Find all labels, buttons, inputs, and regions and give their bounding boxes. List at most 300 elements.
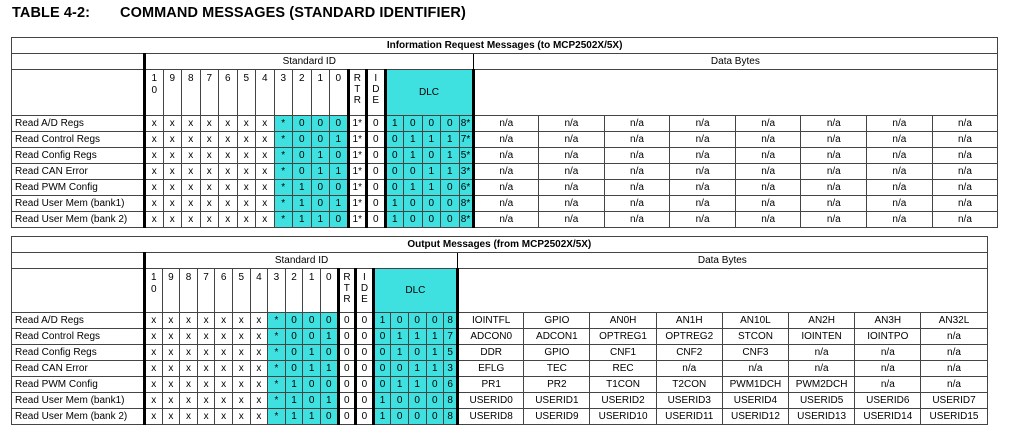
dlc-bit-cell: 0 <box>391 313 409 329</box>
data-byte-cell: n/a <box>656 361 722 377</box>
data-byte-cell: n/a <box>735 116 801 132</box>
data-byte-cell: n/a <box>932 164 998 180</box>
data-byte-cell: n/a <box>670 148 736 164</box>
id-bit-cell: * <box>274 212 293 228</box>
data-byte-cell: USERID9 <box>524 409 590 425</box>
dlc-value-cell: 3 <box>444 361 458 377</box>
data-byte-cell: GPIO <box>524 313 590 329</box>
data-byte-cell: n/a <box>539 148 605 164</box>
id-bit-cell: 0 <box>311 132 330 148</box>
data-byte-cell: n/a <box>735 180 801 196</box>
id-bit-cell: 1 <box>303 409 321 425</box>
id-bit-cell: x <box>145 148 164 164</box>
id-bit-cell: x <box>182 196 201 212</box>
rtr-cell: 0 <box>338 393 356 409</box>
id-bit-cell: x <box>215 409 233 425</box>
data-byte-cell: n/a <box>604 212 670 228</box>
rtr-cell: 0 <box>338 329 356 345</box>
data-byte-cell: USERID1 <box>524 393 590 409</box>
id-bit-cell: x <box>250 409 268 425</box>
data-byte-cell: n/a <box>921 345 987 361</box>
data-byte-cell: n/a <box>735 132 801 148</box>
id-bit-cell: x <box>163 132 182 148</box>
data-byte-cell: n/a <box>722 361 788 377</box>
id-bit-cell: 1 <box>330 164 349 180</box>
id-bit-cell: 0 <box>303 313 321 329</box>
data-byte-cell: USERID3 <box>656 393 722 409</box>
id-bit-cell: 0 <box>293 164 312 180</box>
data-byte-cell: CNF1 <box>590 345 656 361</box>
data-byte-cell: AN0H <box>590 313 656 329</box>
id-bit-cell: x <box>197 313 215 329</box>
command-name: Read User Mem (bank 2) <box>12 409 145 425</box>
id-bit-cell: x <box>250 393 268 409</box>
id-bit-cell: 1 <box>311 148 330 164</box>
dlc-bit-cell: 0 <box>385 180 404 196</box>
data-byte-cell: OPTREG2 <box>656 329 722 345</box>
data-byte-cell: n/a <box>932 132 998 148</box>
dlc-bit-cell: 0 <box>385 164 404 180</box>
data-byte-cell: n/a <box>867 180 933 196</box>
id-bit-cell: 0 <box>330 180 349 196</box>
bit-header: 1 <box>303 269 321 313</box>
command-name: Read Config Regs <box>12 148 145 164</box>
data-byte-cell: n/a <box>604 132 670 148</box>
id-bit-cell: x <box>219 132 238 148</box>
data-byte-cell: n/a <box>867 132 933 148</box>
dlc-value-cell: 6* <box>459 180 473 196</box>
id-bit-cell: x <box>145 180 164 196</box>
dlc-bit-cell: 0 <box>373 361 391 377</box>
dlc-value-cell: 8* <box>459 212 473 228</box>
data-byte-cell: n/a <box>539 196 605 212</box>
dlc-value-cell: 8* <box>459 196 473 212</box>
data-byte-cell: PWM1DCH <box>722 377 788 393</box>
data-byte-cell: EFLG <box>458 361 524 377</box>
rtr-cell: 1* <box>348 180 367 196</box>
data-byte-cell: n/a <box>735 148 801 164</box>
bit-header: 4 <box>256 70 275 116</box>
table-row <box>12 180 998 196</box>
id-bit-cell: x <box>163 212 182 228</box>
data-byte-cell: n/a <box>473 164 539 180</box>
id-bit-cell: x <box>145 132 164 148</box>
id-bit-cell: x <box>162 361 180 377</box>
data-byte-cell: REC <box>590 361 656 377</box>
dlc-value-cell: 5* <box>459 148 473 164</box>
id-bit-cell: 0 <box>320 345 338 361</box>
id-bit-cell: x <box>232 361 250 377</box>
rtr-cell: 0 <box>338 345 356 361</box>
rtr-cell: 0 <box>338 313 356 329</box>
data-byte-cell: n/a <box>801 164 867 180</box>
dlc-value-cell: 8* <box>459 116 473 132</box>
dlc-bit-cell: 0 <box>408 409 426 425</box>
data-byte-cell: T1CON <box>590 377 656 393</box>
data-byte-cell: n/a <box>539 180 605 196</box>
id-bit-cell: x <box>182 132 201 148</box>
id-bit-cell: 0 <box>293 116 312 132</box>
bit-header: 1 0 <box>145 269 163 313</box>
bit-header: 2 <box>293 70 312 116</box>
data-byte-cell: n/a <box>932 116 998 132</box>
id-bit-cell: x <box>180 361 198 377</box>
data-byte-cell: n/a <box>855 377 921 393</box>
id-bit-cell: 0 <box>303 377 321 393</box>
dlc-bit-cell: 0 <box>426 393 444 409</box>
id-bit-cell: x <box>197 329 215 345</box>
id-bit-cell: x <box>219 164 238 180</box>
ide-cell: 0 <box>367 132 386 148</box>
dlc-bit-cell: 1 <box>422 164 441 180</box>
id-bit-cell: 1 <box>285 377 303 393</box>
id-bit-cell: x <box>197 409 215 425</box>
dlc-bit-cell: 0 <box>404 212 423 228</box>
dlc-bit-cell: 0 <box>408 313 426 329</box>
id-bit-cell: x <box>197 361 215 377</box>
bit-header: 4 <box>250 269 268 313</box>
id-bit-cell: 1 <box>320 329 338 345</box>
id-bit-cell: x <box>237 148 256 164</box>
rtr-cell: 1* <box>348 116 367 132</box>
data-byte-cell: n/a <box>735 212 801 228</box>
table-row <box>12 148 998 164</box>
data-byte-cell: USERID6 <box>855 393 921 409</box>
data-byte-cell: n/a <box>473 180 539 196</box>
data-byte-cell: ADCON0 <box>458 329 524 345</box>
id-bit-cell: x <box>180 377 198 393</box>
data-byte-cell: n/a <box>539 116 605 132</box>
bit-header: 1 0 <box>145 70 164 116</box>
command-name: Read CAN Error <box>12 361 145 377</box>
id-bit-cell: x <box>250 361 268 377</box>
ide-cell: 0 <box>356 393 374 409</box>
data-byte-cell: USERID8 <box>458 409 524 425</box>
dlc-bit-cell: 0 <box>391 393 409 409</box>
id-bit-cell: x <box>232 329 250 345</box>
table-row <box>12 196 998 212</box>
id-bit-cell: x <box>182 180 201 196</box>
id-bit-cell: 1 <box>320 361 338 377</box>
data-byte-cell: USERID14 <box>855 409 921 425</box>
data-byte-cell: n/a <box>867 212 933 228</box>
dlc-bit-cell: 0 <box>404 196 423 212</box>
data-byte-cell: USERID0 <box>458 393 524 409</box>
table-row <box>12 409 988 425</box>
dlc-bit-cell: 0 <box>422 196 441 212</box>
command-name: Read User Mem (bank1) <box>12 196 145 212</box>
data-byte-cell: USERID10 <box>590 409 656 425</box>
id-bit-cell: * <box>268 329 286 345</box>
id-bit-cell: x <box>237 132 256 148</box>
table-row <box>12 212 998 228</box>
data-byte-cell: n/a <box>867 148 933 164</box>
standard-id-header: Standard ID <box>145 54 474 70</box>
id-bit-cell: x <box>200 196 219 212</box>
id-bit-cell: x <box>232 313 250 329</box>
id-bit-cell: x <box>256 132 275 148</box>
id-bit-cell: x <box>215 313 233 329</box>
data-byte-cell: n/a <box>539 132 605 148</box>
id-bit-cell: x <box>219 180 238 196</box>
id-bit-cell: 0 <box>303 393 321 409</box>
dlc-bit-cell: 1 <box>404 148 423 164</box>
id-bit-cell: * <box>268 313 286 329</box>
id-bit-cell: x <box>162 345 180 361</box>
data-byte-cell: STCON <box>722 329 788 345</box>
id-bit-cell: 0 <box>303 329 321 345</box>
data-byte-cell: n/a <box>604 180 670 196</box>
id-bit-cell: x <box>200 132 219 148</box>
id-bit-cell: x <box>250 313 268 329</box>
rtr-cell: 1* <box>348 212 367 228</box>
data-byte-cell: n/a <box>801 196 867 212</box>
id-bit-cell: x <box>182 212 201 228</box>
data-byte-cell: IOINTFL <box>458 313 524 329</box>
data-byte-cell: n/a <box>473 196 539 212</box>
id-bit-cell: 0 <box>293 132 312 148</box>
dlc-bit-cell: 1 <box>422 180 441 196</box>
bit-header: 9 <box>162 269 180 313</box>
id-bit-cell: x <box>200 116 219 132</box>
dlc-bit-cell: 1 <box>391 377 409 393</box>
dlc-bit-cell: 1 <box>422 132 441 148</box>
data-byte-cell: CNF2 <box>656 345 722 361</box>
ide-header: I D E <box>367 70 386 116</box>
rtr-cell: 0 <box>338 377 356 393</box>
ide-cell: 0 <box>367 212 386 228</box>
dlc-bit-cell: 1 <box>404 132 423 148</box>
id-bit-cell: x <box>180 345 198 361</box>
id-bit-cell: x <box>182 148 201 164</box>
ide-cell: 0 <box>367 164 386 180</box>
ide-cell: 0 <box>367 148 386 164</box>
data-byte-cell: USERID2 <box>590 393 656 409</box>
id-bit-cell: x <box>256 180 275 196</box>
data-bytes-blank <box>458 269 988 313</box>
bit-header: 3 <box>268 269 286 313</box>
id-bit-cell: 1 <box>285 409 303 425</box>
data-byte-cell: OPTREG1 <box>590 329 656 345</box>
dlc-bit-cell: 0 <box>391 361 409 377</box>
id-bit-cell: x <box>232 377 250 393</box>
data-byte-cell: AN1H <box>656 313 722 329</box>
dlc-bit-cell: 1 <box>408 361 426 377</box>
data-byte-cell: USERID15 <box>921 409 987 425</box>
table-row <box>12 345 988 361</box>
blank-header <box>12 70 145 116</box>
id-bit-cell: 1 <box>303 361 321 377</box>
id-bit-cell: x <box>256 116 275 132</box>
data-byte-cell: AN3H <box>855 313 921 329</box>
id-bit-cell: x <box>200 180 219 196</box>
dlc-bit-cell: 0 <box>422 148 441 164</box>
id-bit-cell: x <box>256 196 275 212</box>
data-byte-cell: CNF3 <box>722 345 788 361</box>
id-bit-cell: x <box>180 409 198 425</box>
id-bit-cell: x <box>163 164 182 180</box>
id-bit-cell: * <box>268 409 286 425</box>
data-byte-cell: n/a <box>670 196 736 212</box>
id-bit-cell: x <box>237 116 256 132</box>
table-row <box>12 313 988 329</box>
data-byte-cell: n/a <box>604 116 670 132</box>
dlc-bit-cell: 0 <box>408 345 426 361</box>
rtr-cell: 0 <box>338 361 356 377</box>
id-bit-cell: * <box>268 377 286 393</box>
id-bit-cell: 1 <box>330 132 349 148</box>
rtr-cell: 1* <box>348 132 367 148</box>
dlc-bit-cell: 0 <box>426 377 444 393</box>
id-bit-cell: 0 <box>293 148 312 164</box>
dlc-value-cell: 8 <box>444 393 458 409</box>
id-bit-cell: x <box>200 164 219 180</box>
dlc-header: DLC <box>385 70 473 116</box>
id-bit-cell: 0 <box>330 148 349 164</box>
id-bit-cell: x <box>250 329 268 345</box>
dlc-bit-cell: 0 <box>422 212 441 228</box>
id-bit-cell: x <box>162 377 180 393</box>
data-byte-cell: n/a <box>735 196 801 212</box>
data-byte-cell: n/a <box>801 212 867 228</box>
id-bit-cell: x <box>232 393 250 409</box>
table-row <box>12 116 998 132</box>
bit-header: 8 <box>180 269 198 313</box>
dlc-value-cell: 6 <box>444 377 458 393</box>
data-byte-cell: USERID5 <box>789 393 855 409</box>
id-bit-cell: x <box>145 212 164 228</box>
id-bit-cell: x <box>163 180 182 196</box>
id-bit-cell: * <box>274 132 293 148</box>
id-bit-cell: 1 <box>285 393 303 409</box>
id-bit-cell: 0 <box>320 313 338 329</box>
dlc-bit-cell: 0 <box>441 180 460 196</box>
id-bit-cell: x <box>162 313 180 329</box>
blank-corner <box>12 54 145 70</box>
bit-header: 1 <box>311 70 330 116</box>
id-bit-cell: 0 <box>320 377 338 393</box>
dlc-bit-cell: 1 <box>391 329 409 345</box>
id-bit-cell: 0 <box>285 313 303 329</box>
id-bit-cell: x <box>256 148 275 164</box>
id-bit-cell: x <box>237 212 256 228</box>
data-byte-cell: GPIO <box>524 345 590 361</box>
id-bit-cell: x <box>197 377 215 393</box>
data-byte-cell: USERID12 <box>722 409 788 425</box>
dlc-bit-cell: 0 <box>385 148 404 164</box>
ide-cell: 0 <box>356 345 374 361</box>
id-bit-cell: x <box>200 148 219 164</box>
table-row <box>12 361 988 377</box>
bit-header: 2 <box>285 269 303 313</box>
data-byte-cell: n/a <box>801 116 867 132</box>
data-byte-cell: PR2 <box>524 377 590 393</box>
data-byte-cell: PWM2DCH <box>789 377 855 393</box>
data-byte-cell: n/a <box>801 132 867 148</box>
ide-header: I D E <box>356 269 374 313</box>
output-messages-table <box>11 236 988 425</box>
ide-cell: 0 <box>356 313 374 329</box>
dlc-bit-cell: 1 <box>426 345 444 361</box>
data-byte-cell: n/a <box>539 164 605 180</box>
rtr-cell: 0 <box>338 409 356 425</box>
data-byte-cell: n/a <box>932 180 998 196</box>
id-bit-cell: 0 <box>311 116 330 132</box>
id-bit-cell: x <box>197 393 215 409</box>
id-bit-cell: x <box>215 361 233 377</box>
command-name: Read A/D Regs <box>12 313 145 329</box>
id-bit-cell: x <box>215 329 233 345</box>
data-byte-cell: n/a <box>921 361 987 377</box>
dlc-bit-cell: 1 <box>408 377 426 393</box>
data-byte-cell: n/a <box>867 164 933 180</box>
table-row <box>12 377 988 393</box>
rtr-header: R T R <box>338 269 356 313</box>
data-byte-cell: n/a <box>932 148 998 164</box>
data-byte-cell: AN10L <box>722 313 788 329</box>
data-byte-cell: n/a <box>855 361 921 377</box>
id-bit-cell: x <box>145 361 163 377</box>
data-byte-cell: USERID11 <box>656 409 722 425</box>
id-bit-cell: x <box>256 164 275 180</box>
id-bit-cell: * <box>274 148 293 164</box>
data-byte-cell: n/a <box>789 361 855 377</box>
bit-header: 6 <box>219 70 238 116</box>
id-bit-cell: x <box>163 148 182 164</box>
dlc-bit-cell: 0 <box>408 393 426 409</box>
ide-cell: 0 <box>367 180 386 196</box>
dlc-bit-cell: 1 <box>426 361 444 377</box>
dlc-bit-cell: 1 <box>373 313 391 329</box>
ide-cell: 0 <box>367 196 386 212</box>
dlc-value-cell: 8 <box>444 409 458 425</box>
data-bytes-header: Data Bytes <box>473 54 998 70</box>
id-bit-cell: x <box>219 196 238 212</box>
data-byte-cell: ADCON1 <box>524 329 590 345</box>
command-name: Read Config Regs <box>12 345 145 361</box>
data-byte-cell: n/a <box>604 196 670 212</box>
id-bit-cell: 1 <box>320 393 338 409</box>
id-bit-cell: x <box>237 164 256 180</box>
command-name: Read Control Regs <box>12 329 145 345</box>
information-request-table <box>11 37 998 228</box>
data-byte-cell: n/a <box>473 116 539 132</box>
dlc-value-cell: 5 <box>444 345 458 361</box>
bit-header: 0 <box>320 269 338 313</box>
table-caption <box>12 5 466 21</box>
data-byte-cell: n/a <box>539 212 605 228</box>
id-bit-cell: 1 <box>293 180 312 196</box>
dlc-bit-cell: 1 <box>373 393 391 409</box>
dlc-bit-cell: 1 <box>441 148 460 164</box>
bit-header: 9 <box>163 70 182 116</box>
dlc-bit-cell: 0 <box>441 116 460 132</box>
command-name: Read User Mem (bank 2) <box>12 212 145 228</box>
id-bit-cell: x <box>145 393 163 409</box>
command-name: Read Control Regs <box>12 132 145 148</box>
data-byte-cell: n/a <box>473 212 539 228</box>
id-bit-cell: x <box>197 345 215 361</box>
id-bit-cell: x <box>162 329 180 345</box>
dlc-bit-cell: 1 <box>385 212 404 228</box>
dlc-bit-cell: 1 <box>441 164 460 180</box>
dlc-bit-cell: 0 <box>373 377 391 393</box>
bit-header: 8 <box>182 70 201 116</box>
id-bit-cell: x <box>219 148 238 164</box>
data-byte-cell: n/a <box>932 196 998 212</box>
id-bit-cell: 0 <box>330 212 349 228</box>
dlc-bit-cell: 1 <box>441 132 460 148</box>
